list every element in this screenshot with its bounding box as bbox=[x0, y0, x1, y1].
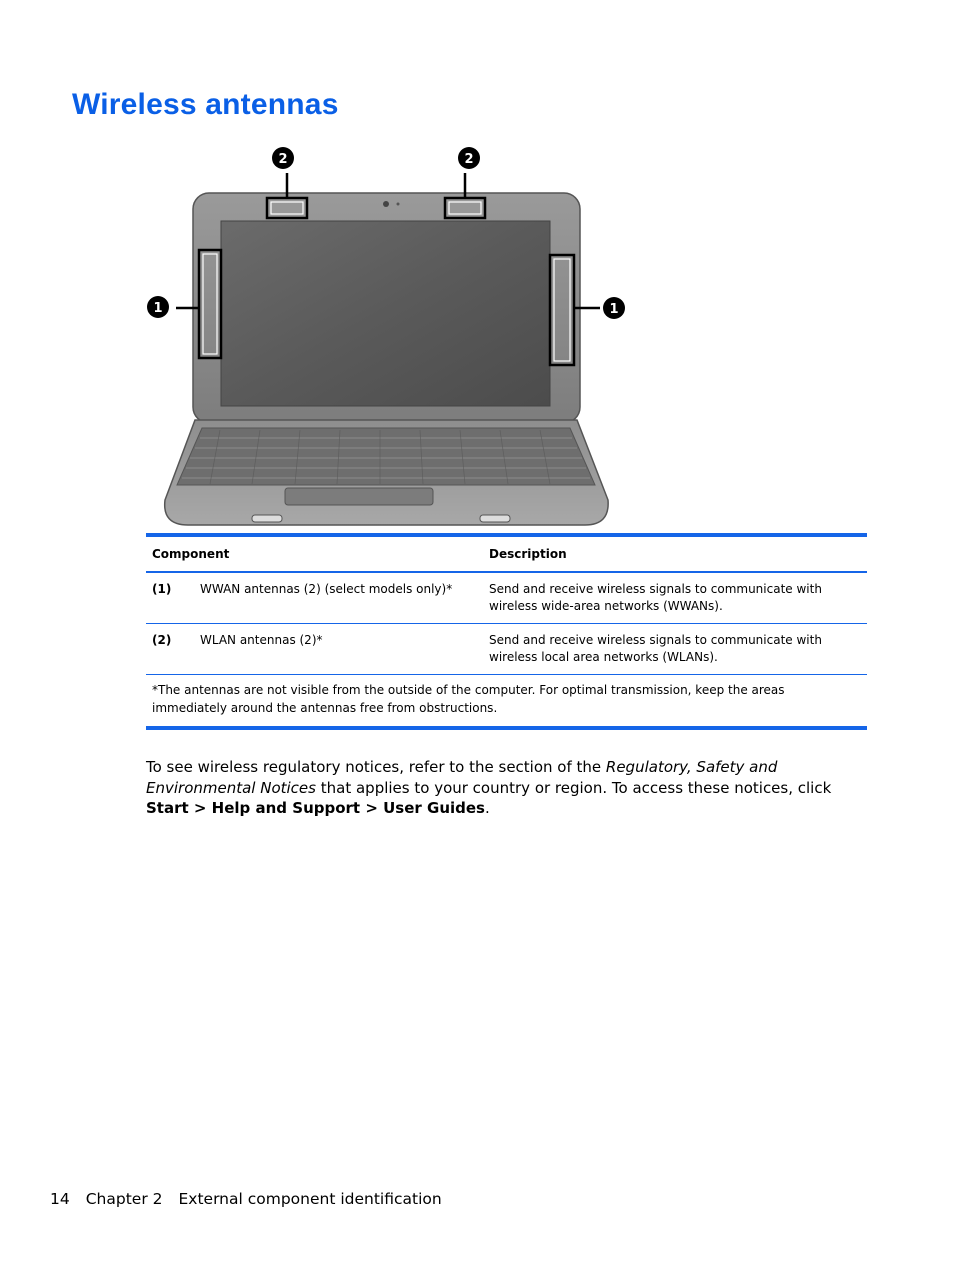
svg-text:1: 1 bbox=[609, 302, 619, 317]
component-name: WLAN antennas (2)* bbox=[200, 633, 323, 647]
webcam bbox=[383, 201, 389, 207]
chapter-title: External component identification bbox=[178, 1190, 442, 1208]
svg-text:2: 2 bbox=[278, 152, 288, 167]
table-header bbox=[146, 537, 867, 573]
chapter-label: Chapter 2 bbox=[85, 1190, 163, 1208]
paragraph-text: that applies to your country or region. To access these notices, click bbox=[315, 778, 832, 797]
page-number: 14 bbox=[50, 1190, 70, 1208]
table-footnote: *The antennas are not visible from the outside of the computer. For optimal transmission, keep the areas immediately around the antennas free from obstructions. bbox=[152, 683, 785, 715]
laptop-screen bbox=[221, 221, 550, 406]
svg-text:1: 1 bbox=[153, 301, 163, 316]
component-description: Send and receive wireless signals to communicate with wireless wide-area networks (WWANs). bbox=[489, 582, 822, 613]
page-footer bbox=[50, 1190, 458, 1208]
callout-2-left bbox=[272, 147, 294, 169]
col-description-header: Description bbox=[489, 546, 567, 561]
component-name: WWAN antennas (2) (select models only)* bbox=[200, 582, 453, 596]
svg-text:2: 2 bbox=[464, 152, 474, 167]
touchpad bbox=[285, 488, 433, 505]
row-number: (2) bbox=[152, 633, 172, 647]
menu-path: Start > Help and Support > User Guides bbox=[146, 799, 485, 817]
regulatory-paragraph bbox=[146, 757, 846, 819]
row-number: (1) bbox=[152, 582, 172, 596]
col-component-header: Component bbox=[152, 547, 230, 561]
paragraph-text: To see wireless regulatory notices, refer to the section of the bbox=[146, 758, 606, 776]
page-title: Wireless antennas bbox=[72, 88, 339, 121]
table-row bbox=[146, 573, 867, 624]
component-table bbox=[146, 533, 867, 730]
callout-2-right bbox=[458, 147, 480, 169]
document-title-reference: Regulatory, Safety and Environmental Notices bbox=[146, 758, 778, 797]
laptop-antenna-illustration bbox=[140, 140, 640, 530]
callout-1-right bbox=[603, 297, 625, 319]
paragraph-text: . bbox=[484, 799, 490, 817]
callout-1-left bbox=[147, 296, 169, 318]
component-description: Send and receive wireless signals to communicate with wireless local area networks (WLANs). bbox=[489, 633, 822, 664]
table-row bbox=[146, 624, 867, 675]
